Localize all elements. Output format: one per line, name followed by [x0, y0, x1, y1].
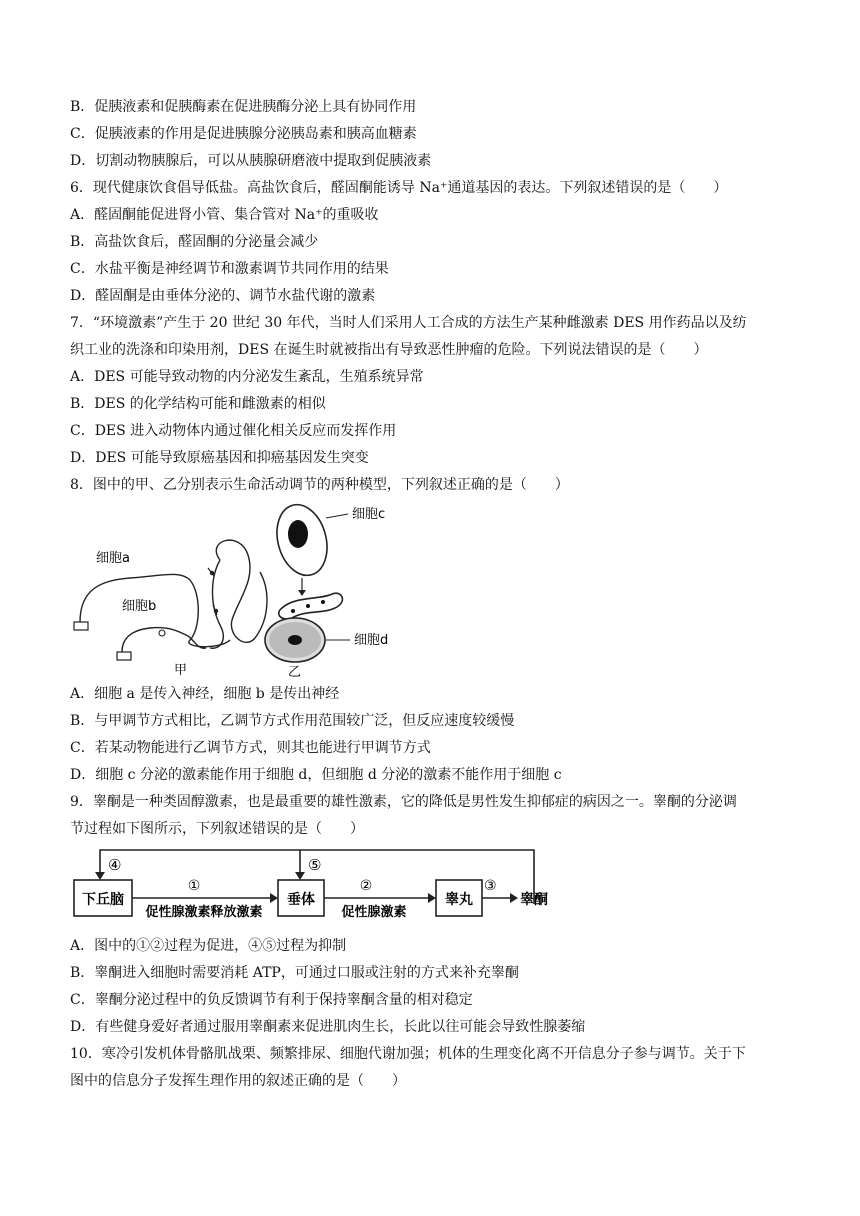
hormone-dot-3 — [321, 600, 325, 604]
arrow-3-head — [510, 893, 518, 903]
q9-flow-diagram — [70, 846, 560, 928]
cell-a-body — [74, 622, 88, 630]
label-cell-d: 细胞d — [354, 633, 389, 648]
q7-option-b: B．DES 的化学结构可能和雌激素的相似 — [70, 396, 326, 412]
q7-option-a: A．DES 可能导致动物的内分泌发生紊乱，生殖系统异常 — [70, 369, 424, 385]
label-2: ② — [359, 878, 373, 894]
q9-option-d: D．有些健身爱好者通过服用睾酮素来促进肌肉生长，长此以往可能会导致性腺萎缩 — [70, 1019, 586, 1035]
arrow-1-head — [270, 893, 278, 903]
q5-option-b: B．促胰液素和促胰酶素在促进胰酶分泌上具有协同作用 — [70, 99, 417, 115]
blood-vessel — [279, 593, 343, 619]
label-4: ④ — [108, 856, 122, 874]
label-5: ⑤ — [308, 856, 322, 874]
cell-c-nucleus — [288, 520, 308, 548]
hormone-dot-1 — [291, 609, 295, 613]
q10-stem-line2: 图中的信息分子发挥生理作用的叙述正确的是（ ） — [70, 1073, 406, 1089]
box-testis-label: 睾丸 — [445, 892, 473, 908]
q7-option-d: D．DES 可能导致原癌基因和抑癌基因发生突变 — [70, 450, 369, 466]
label-testosterone: 睾酮 — [520, 892, 548, 908]
label-cell-c: 细胞c — [352, 507, 386, 522]
cell-d-nucleus — [288, 635, 302, 645]
q9-option-c: C．睾酮分泌过程中的负反馈调节有利于保持睾酮含量的相对稳定 — [70, 992, 473, 1008]
q9-stem-line1: 9．睾酮是一种类固醇激素，也是最重要的雄性激素，它的降低是男性发生抑郁症的病因之一。睾酮的分泌调 — [70, 794, 737, 810]
feedback-arrow-4 — [95, 872, 105, 880]
q5-option-d: D．切割动物胰腺后，可以从胰腺研磨液中提取到促胰液素 — [70, 153, 432, 169]
label-1: ① — [187, 878, 201, 894]
label-3: ③ — [484, 878, 497, 894]
label-cell-b: 细胞b — [122, 599, 157, 614]
q6-option-b: B．高盐饮食后，醛固酮的分泌量会减少 — [70, 234, 319, 250]
label-jia: 甲 — [174, 663, 188, 678]
q9-option-a: A．图中的①②过程为促进，④⑤过程为抑制 — [70, 938, 347, 954]
cell-b-body — [117, 652, 131, 660]
cell-c-pointer — [326, 514, 348, 518]
q9-stem-line2: 节过程如下图所示，下列叙述错误的是（ ） — [70, 821, 364, 837]
q8-option-a: A．细胞 a 是传入神经，细胞 b 是传出神经 — [70, 686, 340, 702]
box-pituitary-label: 垂体 — [287, 892, 315, 908]
label-cell-a: 细胞a — [96, 551, 130, 566]
q10-stem-line1: 10．寒冷引发机体骨骼肌战栗、频繁排尿、细胞代谢加强；机体的生理变化离不开信息分子参与调节。关于下 — [70, 1046, 746, 1062]
q6-option-c: C．水盐平衡是神经调节和激素调节共同作用的结果 — [70, 261, 389, 277]
q8-option-c: C．若某动物能进行乙调节方式，则其也能进行甲调节方式 — [70, 740, 431, 756]
box-hypothalamus-label: 下丘脑 — [82, 892, 124, 908]
q7-stem-line2: 织工业的洗涤和印染用剂，DES 在诞生时就被指出有导致恶性肿瘤的危险。下列说法错误的是（ ） — [70, 342, 708, 358]
q8-figure — [70, 500, 410, 680]
q6-stem: 6．现代健康饮食倡导低盐。高盐饮食后，醛固酮能诱导 Na⁺通道基因的表达。下列叙述错误的是（ ） — [70, 180, 728, 196]
arrow-2-head — [428, 893, 436, 903]
figure-yi-hormone-model — [265, 500, 350, 662]
q8-stem: 8．图中的甲、乙分别表示生命活动调节的两种模型，下列叙述正确的是（ ） — [70, 477, 569, 493]
label-gth: 促性腺激素 — [341, 905, 407, 920]
q5-option-c: C．促胰液素的作用是促进胰腺分泌胰岛素和胰高血糖素 — [70, 126, 417, 142]
q8-option-b: B．与甲调节方式相比，乙调节方式作用范围较广泛，但反应速度较缓慢 — [70, 713, 515, 729]
label-yi: 乙 — [288, 665, 302, 680]
q7-stem-line1: 7．“环境激素”产生于 20 世纪 30 年代，当时人们采用人工合成的方法生产某种雌激素 DES 用作药品以及纺 — [70, 315, 747, 331]
q6-option-d: D．醛固酮是由垂体分泌的、调节水盐代谢的激素 — [70, 288, 376, 304]
feedback-arrow-5 — [295, 872, 305, 880]
q9-option-b: B．睾酮进入细胞时需要消耗 ATP，可通过口服或注射的方式来补充睾酮 — [70, 965, 519, 981]
q7-option-c: C．DES 进入动物体内通过催化相关反应而发挥作用 — [70, 423, 397, 439]
cell-b-node — [159, 630, 165, 636]
label-gnrh: 促性腺激素释放激素 — [145, 905, 263, 920]
hormone-dot-2 — [306, 604, 310, 608]
q6-option-a: A．醛固酮能促进肾小管、集合管对 Na⁺的重吸收 — [70, 207, 379, 223]
arrow-1-head — [298, 590, 306, 596]
q8-option-d: D．细胞 c 分泌的激素能作用于细胞 d，但细胞 d 分泌的激素不能作用于细胞 c — [70, 767, 562, 783]
effector-organ — [210, 540, 267, 648]
